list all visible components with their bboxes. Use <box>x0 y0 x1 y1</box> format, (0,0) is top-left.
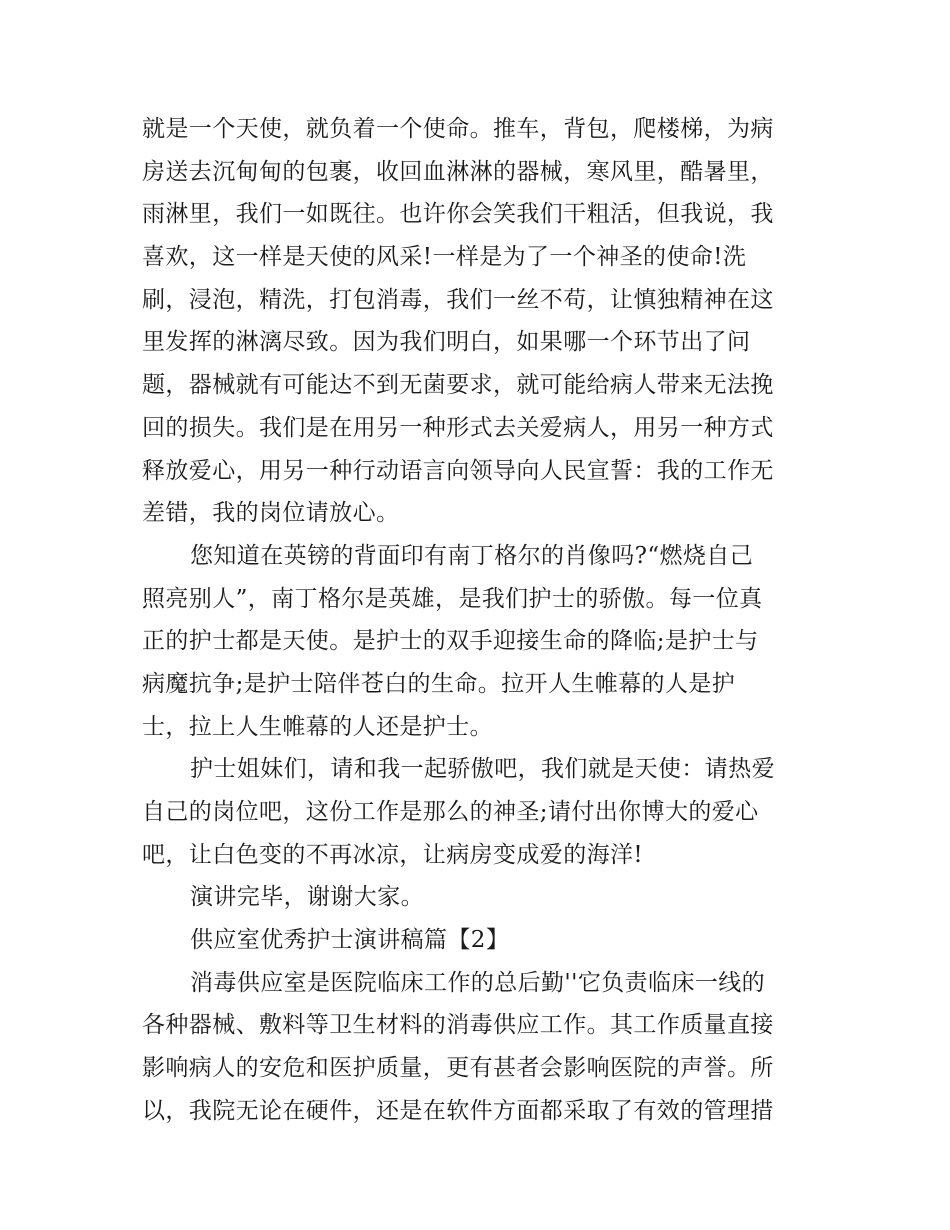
text-line: 病魔抗争;是护士陪伴苍白的生命。拉开人生帷幕的人是护 <box>142 670 736 697</box>
text-line: 照亮别人”，南丁格尔是英雄，是我们护士的骄傲。每一位真 <box>142 585 763 612</box>
text-line: 以，我院无论在硬件，还是在软件方面都采取了有效的管理措 <box>142 1097 774 1124</box>
text-line: 题，器械就有可能达不到无菌要求，就可能给病人带来无法挽 <box>142 372 774 399</box>
paragraph-first-line: 您知道在英镑的背面印有南丁格尔的肖像吗?“燃烧自己 <box>190 542 754 569</box>
text-line: 房送去沉甸甸的包裹，收回血淋淋的器械，寒风里，酷暑里， <box>142 158 774 185</box>
text-line: 士，拉上人生帷幕的人还是护士。 <box>142 713 493 740</box>
text-line: 雨淋里，我们一如既往。也许你会笑我们干粗活，但我说，我 <box>142 201 774 228</box>
text-line: 里发挥的淋漓尽致。因为我们明白，如果哪一个环节出了问 <box>142 329 751 356</box>
text-line: 影响病人的安危和医护质量，更有甚者会影响医院的声誉。所 <box>142 1055 774 1082</box>
text-line: 差错，我的岗位请放心。 <box>142 500 400 527</box>
paragraph-first-line: 护士姐妹们，请和我一起骄傲吧，我们就是天使：请热爱 <box>190 756 775 783</box>
text-line: 就是一个天使，就负着一个使命。推车，背包，爬楼梯，为病 <box>142 116 774 142</box>
text-line: 正的护士都是天使。是护士的双手迎接生命的降临;是护士与 <box>142 628 759 655</box>
text-line: 吧，让白色变的不再冰凉，让病房变成爱的海洋! <box>142 841 644 868</box>
text-line: 回的损失。我们是在用另一种形式去关爱病人，用另一种方式 <box>142 414 774 441</box>
document-body <box>142 108 814 1133</box>
text-line: 释放爱心，用另一种行动语言向领导向人民宣誓：我的工作无 <box>142 457 774 484</box>
text-line: 各种器械、敷料等卫生材料的消毒供应工作。其工作质量直接 <box>142 1012 774 1039</box>
text-line: 自己的岗位吧，这份工作是那么的神圣;请付出你博大的爱心 <box>142 799 759 825</box>
closing-line: 演讲完毕，谢谢大家。 <box>190 884 424 911</box>
section-heading: 供应室优秀护士演讲稿篇【2】 <box>190 927 510 954</box>
text-line: 喜欢，这一样是天使的风采!一样是为了一个神圣的使命!洗 <box>142 244 747 271</box>
paragraph-first-line: 消毒供应室是医院临床工作的总后勤''它负责临床一线的 <box>190 969 766 996</box>
text-line: 刷，浸泡，精洗，打包消毒，我们一丝不苟，让慎独精神在这 <box>142 286 774 313</box>
